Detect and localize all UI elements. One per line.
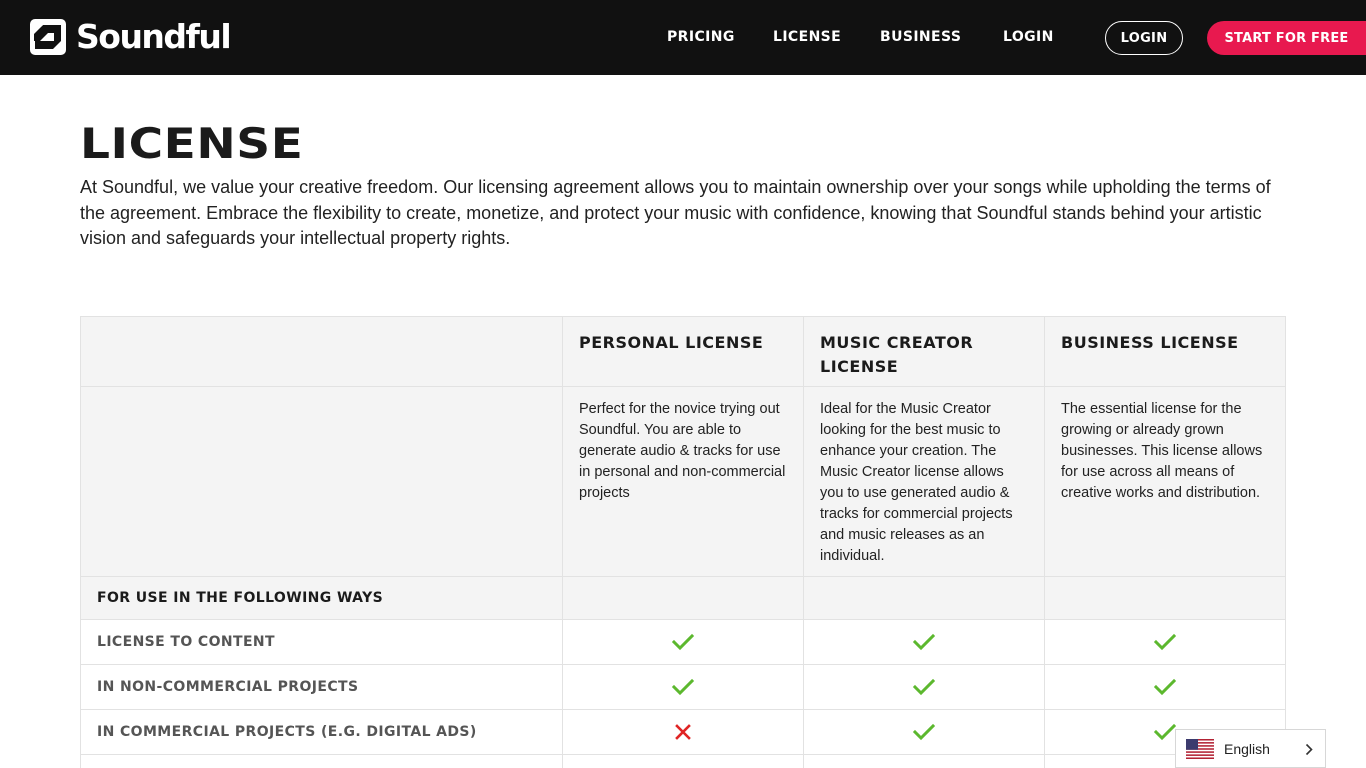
feature-cell <box>1045 620 1286 665</box>
section-empty-cell <box>1045 577 1286 620</box>
feature-cell <box>1045 665 1286 710</box>
cross-icon <box>672 721 694 743</box>
feature-cell <box>804 755 1045 768</box>
language-label: English <box>1224 740 1270 757</box>
intro-paragraph: At Soundful, we value your creative freedom. Our licensing agreement allows you to maintain ownership over your songs while upholding the terms of the agreement. Embrace the flexibility to create, monetize, and protect your music with confidence, knowing that Soundful stands behind your artistic vision and safeguards your intellectual property rights. <box>80 177 1271 248</box>
check-icon <box>913 676 935 698</box>
feature-label: IN COMMERCIAL PROJECTS (E.G. DIGITAL ADS) <box>81 710 563 755</box>
check-icon <box>672 631 694 653</box>
soundful-logo-icon <box>30 19 66 55</box>
column-header-business: BUSINESS LICENSE <box>1045 317 1286 387</box>
section-label: FOR USE IN THE FOLLOWING WAYS <box>81 577 563 620</box>
table-header-row <box>81 317 1286 387</box>
feature-label: LICENSE TO CONTENT <box>81 620 563 665</box>
chevron-right-icon <box>1305 743 1313 756</box>
check-icon <box>1154 676 1176 698</box>
feature-cell <box>804 710 1045 755</box>
feature-cell <box>563 665 804 710</box>
section-empty-cell <box>804 577 1045 620</box>
us-flag-icon <box>1186 739 1214 759</box>
feature-cell <box>563 755 804 768</box>
check-icon <box>672 676 694 698</box>
nav-link-login[interactable]: LOGIN <box>1003 29 1054 45</box>
description-empty-cell <box>81 387 563 577</box>
feature-cell <box>563 710 804 755</box>
table-row <box>81 755 1286 768</box>
description-personal: Perfect for the novice trying out Soundful. You are able to generate audio & tracks for use in personal and non-commercial projects <box>563 387 804 577</box>
feature-cell <box>804 665 1045 710</box>
header-empty-cell <box>81 317 563 387</box>
column-header-music-creator: MUSIC CREATOR LICENSE <box>804 317 1045 387</box>
table-row <box>81 620 1286 665</box>
feature-label: IN NON-COMMERCIAL PROJECTS <box>81 665 563 710</box>
check-icon <box>1154 631 1176 653</box>
table-row <box>81 665 1286 710</box>
table-row <box>81 710 1286 755</box>
table-description-row <box>81 387 1286 577</box>
login-button[interactable]: LOGIN <box>1105 21 1183 55</box>
logo-wordmark: Soundful <box>76 17 231 56</box>
table-section-row <box>81 577 1286 620</box>
nav-link-business[interactable]: BUSINESS <box>880 29 962 45</box>
check-icon <box>913 631 935 653</box>
check-icon <box>1154 721 1176 743</box>
page-title: LICENSE <box>80 119 304 168</box>
feature-label <box>81 755 563 768</box>
license-comparison-table <box>80 316 1286 768</box>
soundful-logo[interactable] <box>30 19 230 55</box>
column-header-personal: PERSONAL LICENSE <box>563 317 804 387</box>
section-empty-cell <box>563 577 804 620</box>
feature-cell <box>563 620 804 665</box>
feature-cell <box>804 620 1045 665</box>
language-selector[interactable] <box>1175 729 1326 768</box>
description-business: The essential license for the growing or already grown businesses. This license allows for use across all means of creative works and distribution. <box>1045 387 1286 577</box>
check-icon <box>913 721 935 743</box>
description-music-creator: Ideal for the Music Creator looking for the best music to enhance your creation. The Music Creator license allows you to use generated audio & tracks for commercial projects and music releases as an individual. <box>804 387 1045 577</box>
start-for-free-button[interactable]: START FOR FREE <box>1207 21 1366 55</box>
nav-link-pricing[interactable]: PRICING <box>667 29 735 45</box>
nav-link-license[interactable]: LICENSE <box>773 29 842 45</box>
top-navbar <box>0 0 1366 75</box>
